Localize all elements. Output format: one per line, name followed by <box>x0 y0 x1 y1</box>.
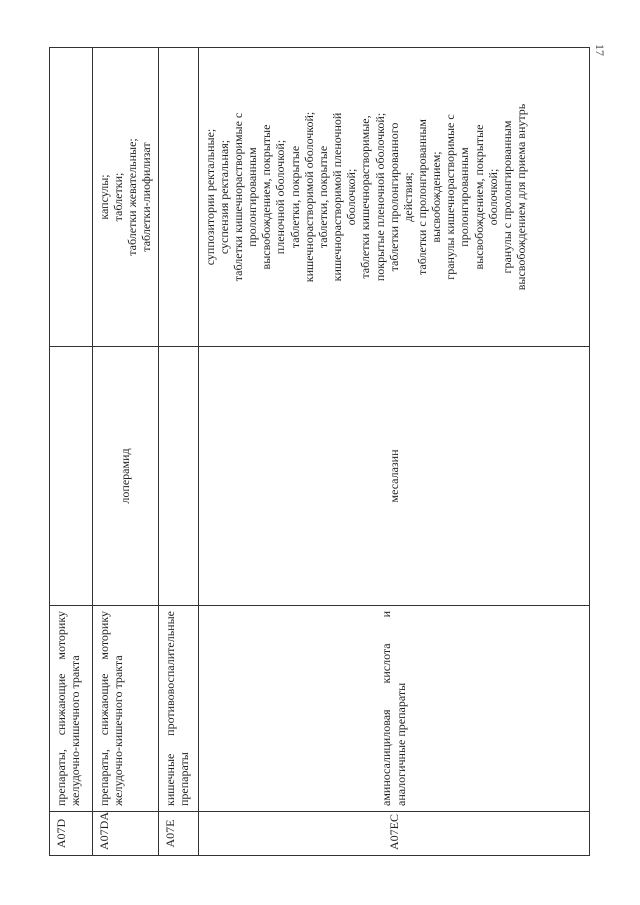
dosage-form-line: гранулы кишечнорастворимые с <box>443 114 458 280</box>
dosage-forms-cell <box>50 48 93 347</box>
group-line: кишечные противовоспалительные <box>162 611 177 806</box>
dosage-form-line: оболочкой; <box>485 168 500 226</box>
table-row <box>93 48 159 856</box>
group-cell <box>198 606 589 812</box>
drug-table-container <box>49 48 571 856</box>
dosage-forms-cell <box>198 48 589 347</box>
dosage-form-line: гранулы с пролонгированным <box>499 120 514 274</box>
dosage-form-line: высвобождением, покрытые <box>259 124 274 270</box>
dosage-form-line: таблетки, покрытые <box>315 145 330 249</box>
drug-name-cell <box>50 347 93 606</box>
group-cell <box>158 606 198 812</box>
atc-code-cell: A07DA <box>93 812 159 856</box>
drug-name-cell: лоперамид <box>93 347 159 606</box>
group-line: желудочно-кишечного тракта <box>111 655 126 806</box>
dosage-form-line: капсулы; <box>97 174 111 220</box>
dosage-form-line: кишечнорастворимой оболочкой; <box>301 111 316 283</box>
dosage-form-line: таблетки; <box>111 172 126 222</box>
table-row <box>50 48 93 856</box>
dosage-form-line: высвобождением, покрытые <box>471 124 486 270</box>
group-line: желудочно-кишечного тракта <box>68 655 83 806</box>
dosage-form-line: покрытые пленочной оболочкой; <box>372 112 387 282</box>
dosage-form-line: таблетки с пролонгированным <box>414 119 429 276</box>
dosage-form-line: таблетки-лиофилизат <box>139 142 154 252</box>
dosage-form-line: высвобождением; <box>429 151 444 243</box>
atc-code-cell: A07EC <box>198 812 589 856</box>
dosage-form-line: действия; <box>400 172 415 222</box>
atc-code-cell: A07D <box>50 812 93 856</box>
dosage-form-line: пленочной оболочкой; <box>273 139 288 255</box>
dosage-form-line: суппозитории ректальные; <box>202 128 217 266</box>
dosage-forms-cell <box>93 48 159 347</box>
dosage-form-line: кишечнорастворимой пленочной <box>330 112 345 282</box>
dosage-form-line: таблетки, покрытые <box>287 145 302 249</box>
drug-name-cell: месалазин <box>198 347 589 606</box>
dosage-form-line: таблетки жевательные; <box>125 138 140 256</box>
dosage-form-line: оболочкой; <box>344 168 359 226</box>
dosage-form-line: таблетки кишечнорастворимые с <box>230 112 245 282</box>
table-row <box>158 48 198 856</box>
table-row <box>198 48 589 856</box>
drug-table <box>49 47 590 856</box>
dosage-form-line: высвобождением для приема внутрь <box>514 103 529 291</box>
group-line: аминосалициловая кислота и <box>379 611 394 806</box>
dosage-form-line: пролонгированным <box>245 147 260 247</box>
dosage-forms-cell <box>158 48 198 347</box>
group-line: препараты <box>176 752 191 806</box>
group-line: аналогичные препараты <box>393 682 408 806</box>
group-cell <box>93 606 159 812</box>
group-line: препараты, снижающие моторику <box>54 611 68 806</box>
dosage-form-line: таблетки пролонгированного <box>386 122 401 272</box>
drug-name-cell <box>158 347 198 606</box>
atc-code-cell: A07E <box>158 812 198 856</box>
group-cell <box>50 606 93 812</box>
group-line: препараты, снижающие моторику <box>97 611 111 806</box>
dosage-form-line: суспензия ректальная; <box>216 139 231 255</box>
dosage-form-line: пролонгированным <box>457 147 472 247</box>
dosage-form-line: таблетки кишечнорастворимые, <box>358 115 373 279</box>
page-number: 17 <box>593 44 607 56</box>
